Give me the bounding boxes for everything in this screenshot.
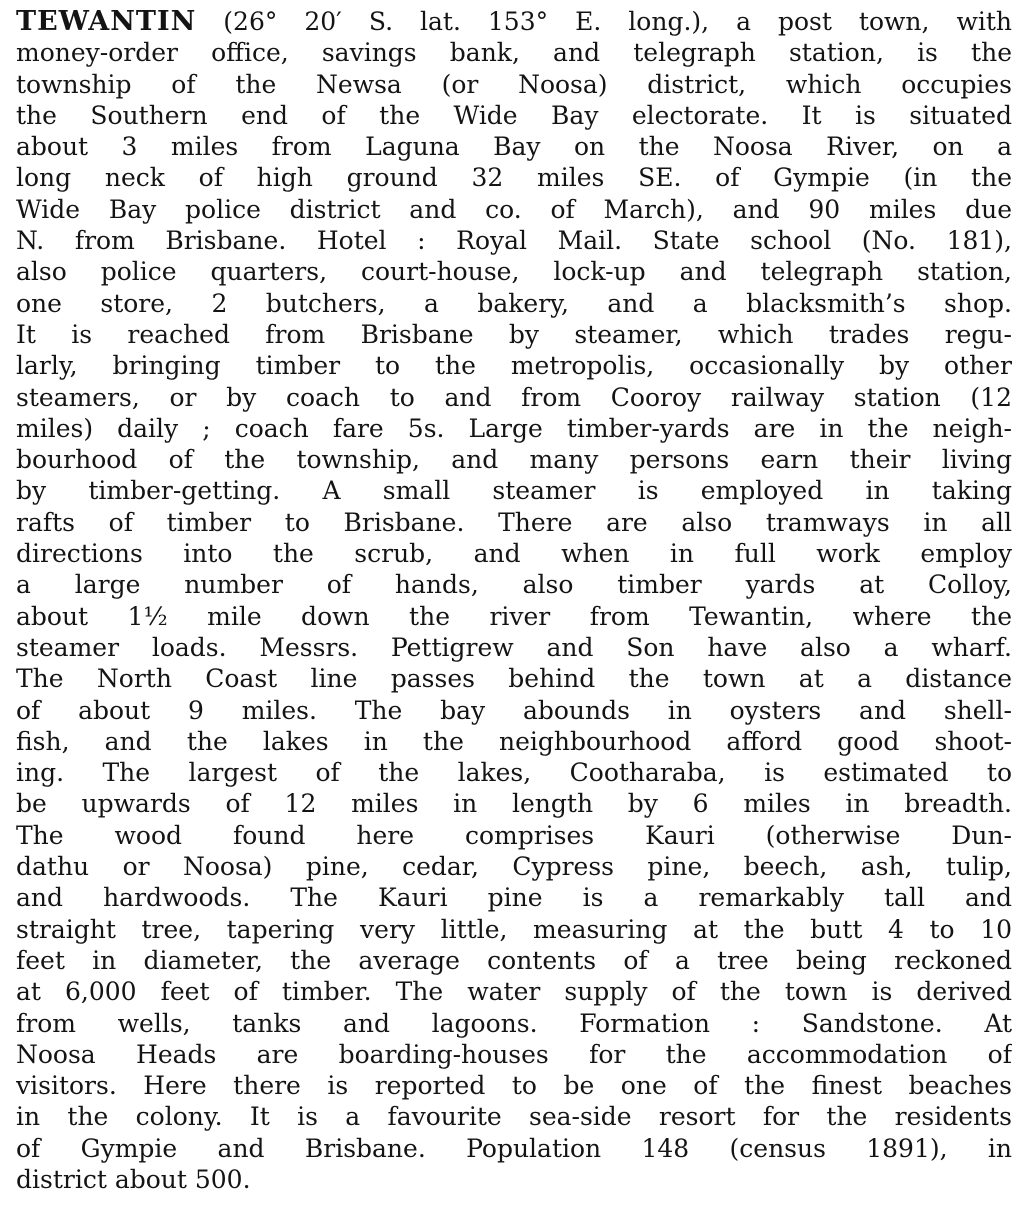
entry-line: larly, bringing timber to the metropolis, occasionally by other <box>16 351 1012 381</box>
entry-line: by timber-getting. A small steamer is employed in taking <box>16 476 1012 506</box>
entry-line: bourhood of the township, and many persons earn their living <box>16 445 1012 475</box>
entry-line: Wide Bay police district and co. of March), and 90 miles due <box>16 194 1012 224</box>
entry-line: and hardwoods. The Kauri pine is a remarkably tall and <box>16 883 1012 913</box>
entry-line: at 6,000 feet of timber. The water supply of the town is derived <box>16 977 1012 1007</box>
entry-line: feet in diameter, the average contents of a tree being reckoned <box>16 945 1012 975</box>
entry-line: dathu or Noosa) pine, cedar, Cypress pine, beech, ash, tulip, <box>16 852 1012 882</box>
entry-line: It is reached from Brisbane by steamer, which trades regu- <box>16 319 1012 349</box>
entry-line: ing. The largest of the lakes, Cootharaba, is estimated to <box>16 758 1012 788</box>
entry-line: a large number of hands, also timber yards at Colloy, <box>16 570 1012 600</box>
entry-line: Noosa Heads are boarding-houses for the accommodation of <box>16 1039 1012 1069</box>
entry-line: long neck of high ground 32 miles SE. of Gympie (in the <box>16 163 1012 193</box>
entry-line: from wells, tanks and lagoons. Formation : Sandstone. At <box>16 1008 1012 1038</box>
entry-line: money-order office, savings bank, and telegraph station, is the <box>16 38 1012 68</box>
entry-line: in the colony. It is a favourite sea-side resort for the residents <box>16 1102 1012 1132</box>
entry-line: rafts of timber to Brisbane. There are also tramways in all <box>16 507 1012 537</box>
entry-line: The North Coast line passes behind the town at a distance <box>16 664 1012 694</box>
entry-line: N. from Brisbane. Hotel : Royal Mail. State school (No. 181), <box>16 226 1012 256</box>
entry-line-final: district about 500. <box>16 1164 251 1194</box>
entry-line: of about 9 miles. The bay abounds in oysters and shell- <box>16 695 1012 725</box>
entry-line: miles) daily ; coach fare 5s. Large timber-yards are in the neigh- <box>16 413 1012 443</box>
entry-line: visitors. Here there is reported to be one of the finest beaches <box>16 1071 1012 1101</box>
headword: TEWANTIN <box>16 6 197 37</box>
entry-line: about 3 miles from Laguna Bay on the Noosa River, on a <box>16 132 1012 162</box>
entry-line: also police quarters, court-house, lock-up and telegraph station, <box>16 257 1012 287</box>
entry-line-text: (26° 20′ S. lat. 153° E. long.), a post town, with <box>196 7 1012 36</box>
entry-line <box>16 6 1012 37</box>
entry-line: about 1½ mile down the river from Tewantin, where the <box>16 601 1012 631</box>
entry-line: township of the Newsa (or Noosa) district, which occupies <box>16 69 1012 99</box>
entry-line: steamer loads. Messrs. Pettigrew and Son have also a wharf. <box>16 632 1012 662</box>
entry-line: The wood found here comprises Kauri (otherwise Dun- <box>16 820 1012 850</box>
gazetteer-entry <box>16 6 1012 1195</box>
entry-line: of Gympie and Brisbane. Population 148 (census 1891), in <box>16 1133 1012 1163</box>
entry-line: directions into the scrub, and when in full work employ <box>16 539 1012 569</box>
entry-line: straight tree, tapering very little, measuring at the butt 4 to 10 <box>16 914 1012 944</box>
entry-line: be upwards of 12 miles in length by 6 miles in breadth. <box>16 789 1012 819</box>
entry-line: the Southern end of the Wide Bay electorate. It is situated <box>16 100 1012 130</box>
entry-line: fish, and the lakes in the neighbourhood afford good shoot- <box>16 726 1012 756</box>
entry-line: one store, 2 butchers, a bakery, and a blacksmith’s shop. <box>16 288 1012 318</box>
entry-line: steamers, or by coach to and from Cooroy railway station (12 <box>16 382 1012 412</box>
